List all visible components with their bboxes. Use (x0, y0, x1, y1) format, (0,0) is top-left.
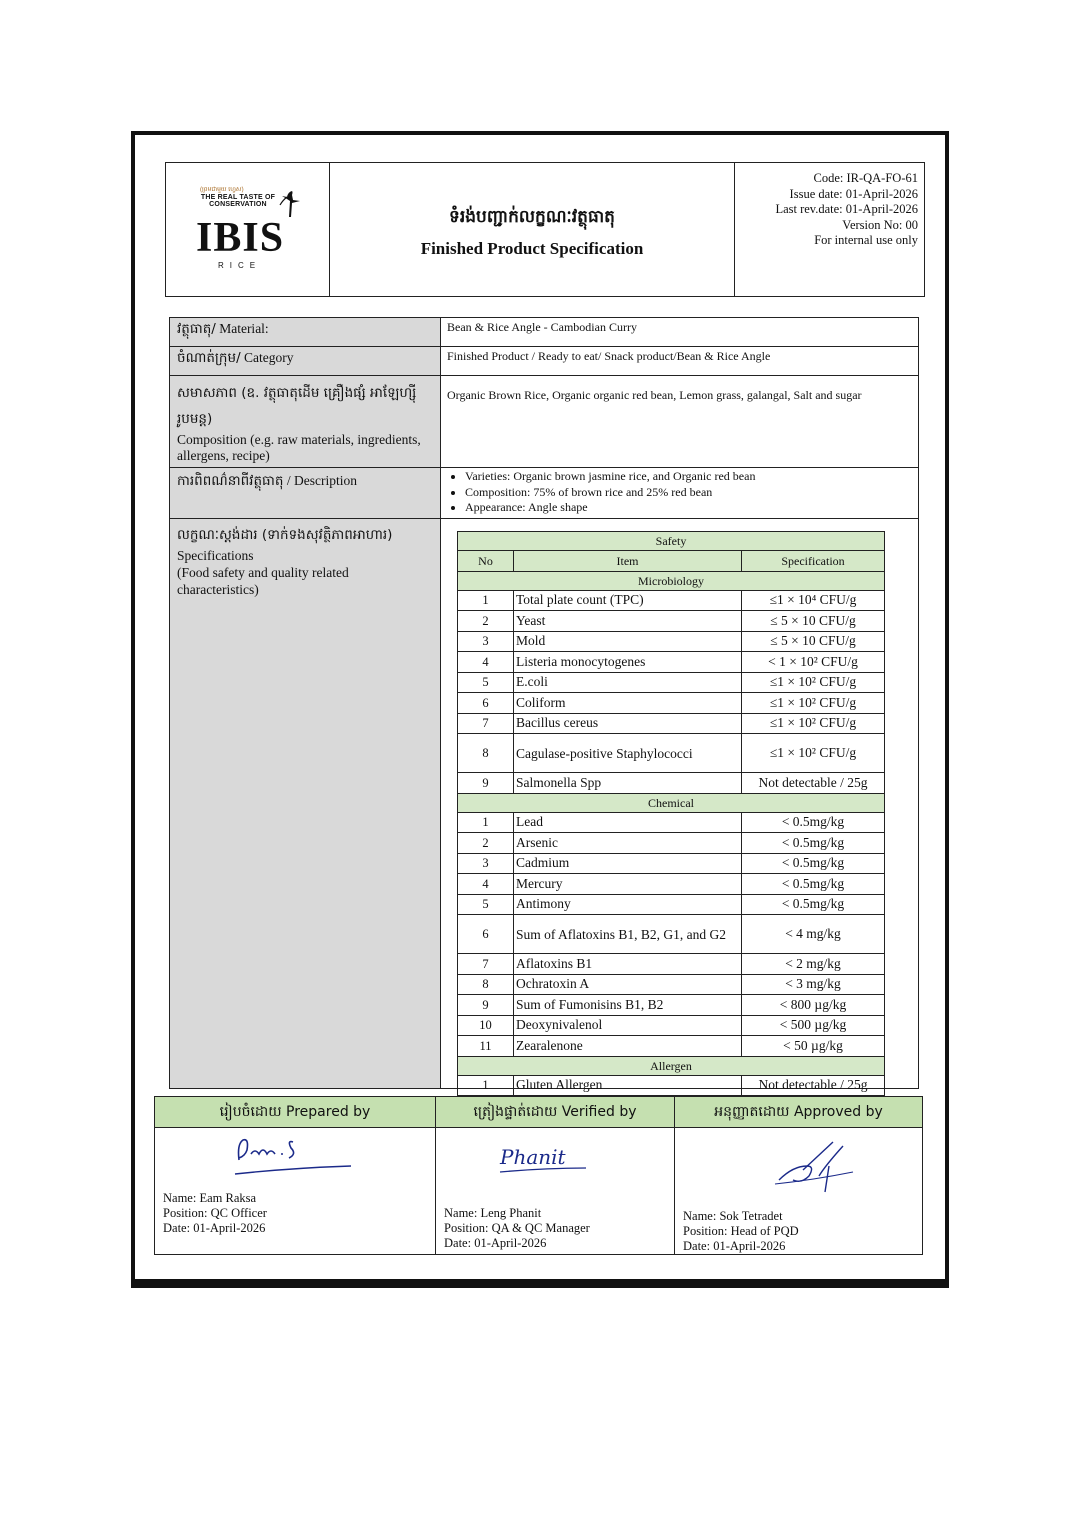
verified-header-text: ត្រៀងផ្ទាត់ដោយ Verified by (473, 1103, 637, 1120)
prepared-header-text: រៀបចំដោយ Prepared by (219, 1103, 371, 1120)
table-row (458, 611, 885, 632)
row-spec: < 0.5mg/kg (742, 894, 885, 915)
title-khmer: ទំរង់បញ្ជាក់លក្ខណៈវត្ថុធាតុ (449, 207, 615, 227)
row-no: 7 (458, 954, 514, 975)
row-no: 3 (458, 631, 514, 652)
safety-title: Safety (458, 532, 885, 551)
row-spec: < 0.5mg/kg (742, 812, 885, 833)
header-spec: Specification (742, 551, 885, 572)
meta-code: Code: IR-QA-FO-61 (813, 171, 918, 185)
safety-spec-table (457, 531, 885, 1096)
table-row (458, 1036, 885, 1057)
row-spec: < 0.5mg/kg (742, 874, 885, 895)
row-spec: < 0.5mg/kg (742, 853, 885, 874)
section-title: Allergen (458, 1056, 885, 1075)
row-spec: < 3 mg/kg (742, 974, 885, 995)
row-item: Mold (514, 631, 742, 652)
composition-value: Organic Brown Rice, Organic organic red bean, Lemon grass, galangal, Salt and sugar (441, 376, 919, 468)
logo-taste-line2: CONSERVATION (209, 201, 267, 208)
row-spec: ≤ 5 × 10 CFU/g (742, 611, 885, 632)
row-item: Deoxynivalenol (514, 1015, 742, 1036)
row-spec: Not detectable / 25g (742, 1075, 885, 1096)
row-spec: ≤ 5 × 10 CFU/g (742, 631, 885, 652)
row-spec: < 1 × 10² CFU/g (742, 652, 885, 673)
row-spec: < 0.5mg/kg (742, 833, 885, 854)
table-row (458, 995, 885, 1016)
logo-taste-line1: THE REAL TASTE OF (200, 194, 276, 201)
table-row (458, 874, 885, 895)
table-row (458, 713, 885, 734)
row-spec: ≤1 × 10² CFU/g (742, 672, 885, 693)
specifications-label-en: Specifications (177, 547, 254, 563)
verified-name: Name: Leng Phanit (444, 1206, 542, 1220)
row-spec: ≤1 × 10² CFU/g (742, 693, 885, 714)
verified-signature-icon (494, 1138, 594, 1178)
row-spec: < 50 µg/kg (742, 1036, 885, 1057)
row-no: 8 (458, 734, 514, 773)
row-item: Bacillus cereus (514, 713, 742, 734)
composition-label (170, 376, 441, 468)
approved-cell (675, 1128, 923, 1255)
row-item: Lead (514, 812, 742, 833)
row-no: 6 (458, 915, 514, 954)
material-value: Bean & Rice Angle - Cambodian Curry (441, 318, 919, 347)
meta-version: Version No: 00 (842, 217, 918, 232)
row-item: Yeast (514, 611, 742, 632)
logo-sub: RICE (218, 261, 262, 270)
description-label-kh: ការពិពណ៌នាពីវត្ថុធាតុ (177, 473, 284, 489)
meta-issue-date: Issue date: 01-April-2026 (789, 186, 918, 201)
table-row (458, 734, 885, 773)
title-english: Finished Product Specification (420, 239, 644, 258)
row-item: Listeria monocytogenes (514, 652, 742, 673)
prepared-cell (155, 1128, 436, 1255)
table-row (458, 693, 885, 714)
signoff-header-row (155, 1097, 923, 1128)
prepared-date: Date: 01-April-2026 (163, 1221, 266, 1235)
specifications-label-note: (Food safety and quality related characteristics) (177, 564, 349, 597)
prepared-position: Position: QC Officer (163, 1206, 267, 1220)
table-row (458, 833, 885, 854)
row-no: 4 (458, 874, 514, 895)
composition-label-en: Composition (e.g. raw materials, ingredients, allergens, recipe) (177, 432, 421, 463)
row-item: Gluten Allergen (514, 1075, 742, 1096)
meta-internal: For internal use only (814, 233, 918, 248)
row-spec: < 2 mg/kg (742, 954, 885, 975)
meta-rev-date: Last rev.date: 01-April-2026 (775, 202, 918, 217)
row-no: 2 (458, 611, 514, 632)
row-item: Mercury (514, 874, 742, 895)
row-item: E.coli (514, 672, 742, 693)
material-label-en: Material: (215, 321, 269, 336)
verified-cell (436, 1128, 675, 1255)
row-spec: ≤1 × 10⁴ CFU/g (742, 590, 885, 611)
approved-header-text: អនុញ្ញាតដោយ Approved by (714, 1103, 883, 1120)
description-label (170, 468, 441, 519)
row-no: 5 (458, 672, 514, 693)
row-spec: Not detectable / 25g (742, 773, 885, 794)
spec-table-body (458, 532, 885, 1096)
row-item: Total plate count (TPC) (514, 590, 742, 611)
table-row (458, 1075, 885, 1096)
row-no: 9 (458, 773, 514, 794)
row-spec: < 500 µg/kg (742, 1015, 885, 1036)
specifications-label (170, 518, 441, 1088)
row-item: Cadmium (514, 853, 742, 874)
table-row (458, 812, 885, 833)
row-item: Sum of Fumonisins B1, B2 (514, 995, 742, 1016)
document-header (165, 162, 925, 297)
row-item: Arsenic (514, 833, 742, 854)
row-no: 7 (458, 713, 514, 734)
row-item: Aflatoxins B1 (514, 954, 742, 975)
row-spec: ≤1 × 10² CFU/g (742, 713, 885, 734)
category-value: Finished Product / Ready to eat/ Snack product/Bean & Rice Angle (441, 347, 919, 376)
row-no: 10 (458, 1015, 514, 1036)
row-item: Cagulase-positive Staphylococci (514, 734, 742, 773)
row-no: 9 (458, 995, 514, 1016)
approved-position: Position: Head of PQD (683, 1224, 799, 1238)
prepared-name: Name: Eam Raksa (163, 1191, 257, 1205)
spec-header-row (458, 551, 885, 572)
row-item: Zearalenone (514, 1036, 742, 1057)
logo-tagline: (ព្រមជាមួយ ហ្វេស) (200, 187, 244, 193)
header-item: Item (514, 551, 742, 572)
verified-signature-text: Phanit (500, 1145, 566, 1169)
row-no: 3 (458, 853, 514, 874)
row-item: Coliform (514, 693, 742, 714)
material-label-kh: វត្ថុធាតុ/ (177, 321, 216, 337)
table-row (458, 1015, 885, 1036)
row-no: 6 (458, 693, 514, 714)
row-spec: < 800 µg/kg (742, 995, 885, 1016)
composition-label-kh: សមាសភាព (ឧ. វត្ថុធាតុដើម គ្រឿងផ្សំ អាឡែហ្ស៊ី រូបមន្ត) (177, 385, 417, 427)
row-no: 1 (458, 1075, 514, 1096)
header-no: No (458, 551, 514, 572)
row-no: 8 (458, 974, 514, 995)
row-no: 1 (458, 812, 514, 833)
table-row (458, 954, 885, 975)
section-row (458, 1056, 885, 1075)
header-title (330, 163, 735, 296)
row-no: 11 (458, 1036, 514, 1057)
description-label-en: / Description (283, 473, 357, 488)
description-list (447, 469, 912, 516)
verified-date: Date: 01-April-2026 (444, 1236, 547, 1250)
logo-brand: IBIS (196, 215, 285, 261)
table-row (458, 974, 885, 995)
section-title: Chemical (458, 793, 885, 812)
specifications-label-kh: លក្ខណៈស្តង់ដារ (ទាក់ទងសុវត្ថិភាពអាហារ) (177, 526, 393, 543)
signoff-table (154, 1096, 923, 1255)
row-spec: < 4 mg/kg (742, 915, 885, 954)
table-row (458, 590, 885, 611)
table-row (458, 894, 885, 915)
approved-name: Name: Sok Tetradet (683, 1209, 783, 1223)
table-row (458, 652, 885, 673)
category-label-en: Category (240, 350, 294, 365)
row-no: 2 (458, 833, 514, 854)
section-row (458, 793, 885, 812)
description-item: • Varieties: Organic brown jasmine rice, and Organic red bean (465, 469, 912, 485)
prepared-header (155, 1097, 436, 1128)
row-no: 4 (458, 652, 514, 673)
material-label (170, 318, 441, 347)
verified-header (436, 1097, 675, 1128)
approved-date: Date: 01-April-2026 (683, 1239, 786, 1253)
approved-signature-icon (773, 1136, 863, 1196)
table-row (458, 915, 885, 954)
verified-position: Position: QA & QC Manager (444, 1221, 590, 1235)
ibis-rice-logo (166, 163, 330, 296)
logo-taste (199, 194, 277, 208)
description-value (441, 468, 919, 519)
description-item: • Appearance: Angle shape (465, 500, 912, 516)
table-row (458, 672, 885, 693)
section-row (458, 571, 885, 590)
approved-header (675, 1097, 923, 1128)
category-label (170, 347, 441, 376)
prepared-signature-icon (231, 1132, 361, 1178)
row-item: Sum of Aflatoxins B1, B2, G1, and G2 (514, 915, 742, 954)
table-row (458, 773, 885, 794)
row-item: Antimony (514, 894, 742, 915)
description-item: • Composition: 75% of brown rice and 25% red bean (465, 485, 912, 501)
row-spec: ≤1 × 10² CFU/g (742, 734, 885, 773)
category-label-kh: ចំណាត់ក្រុម/ (177, 350, 241, 366)
row-item: Ochratoxin A (514, 974, 742, 995)
row-no: 1 (458, 590, 514, 611)
row-item: Salmonella Spp (514, 773, 742, 794)
row-no: 5 (458, 894, 514, 915)
table-row (458, 631, 885, 652)
document-meta (735, 163, 924, 296)
section-title: Microbiology (458, 571, 885, 590)
table-row (458, 853, 885, 874)
